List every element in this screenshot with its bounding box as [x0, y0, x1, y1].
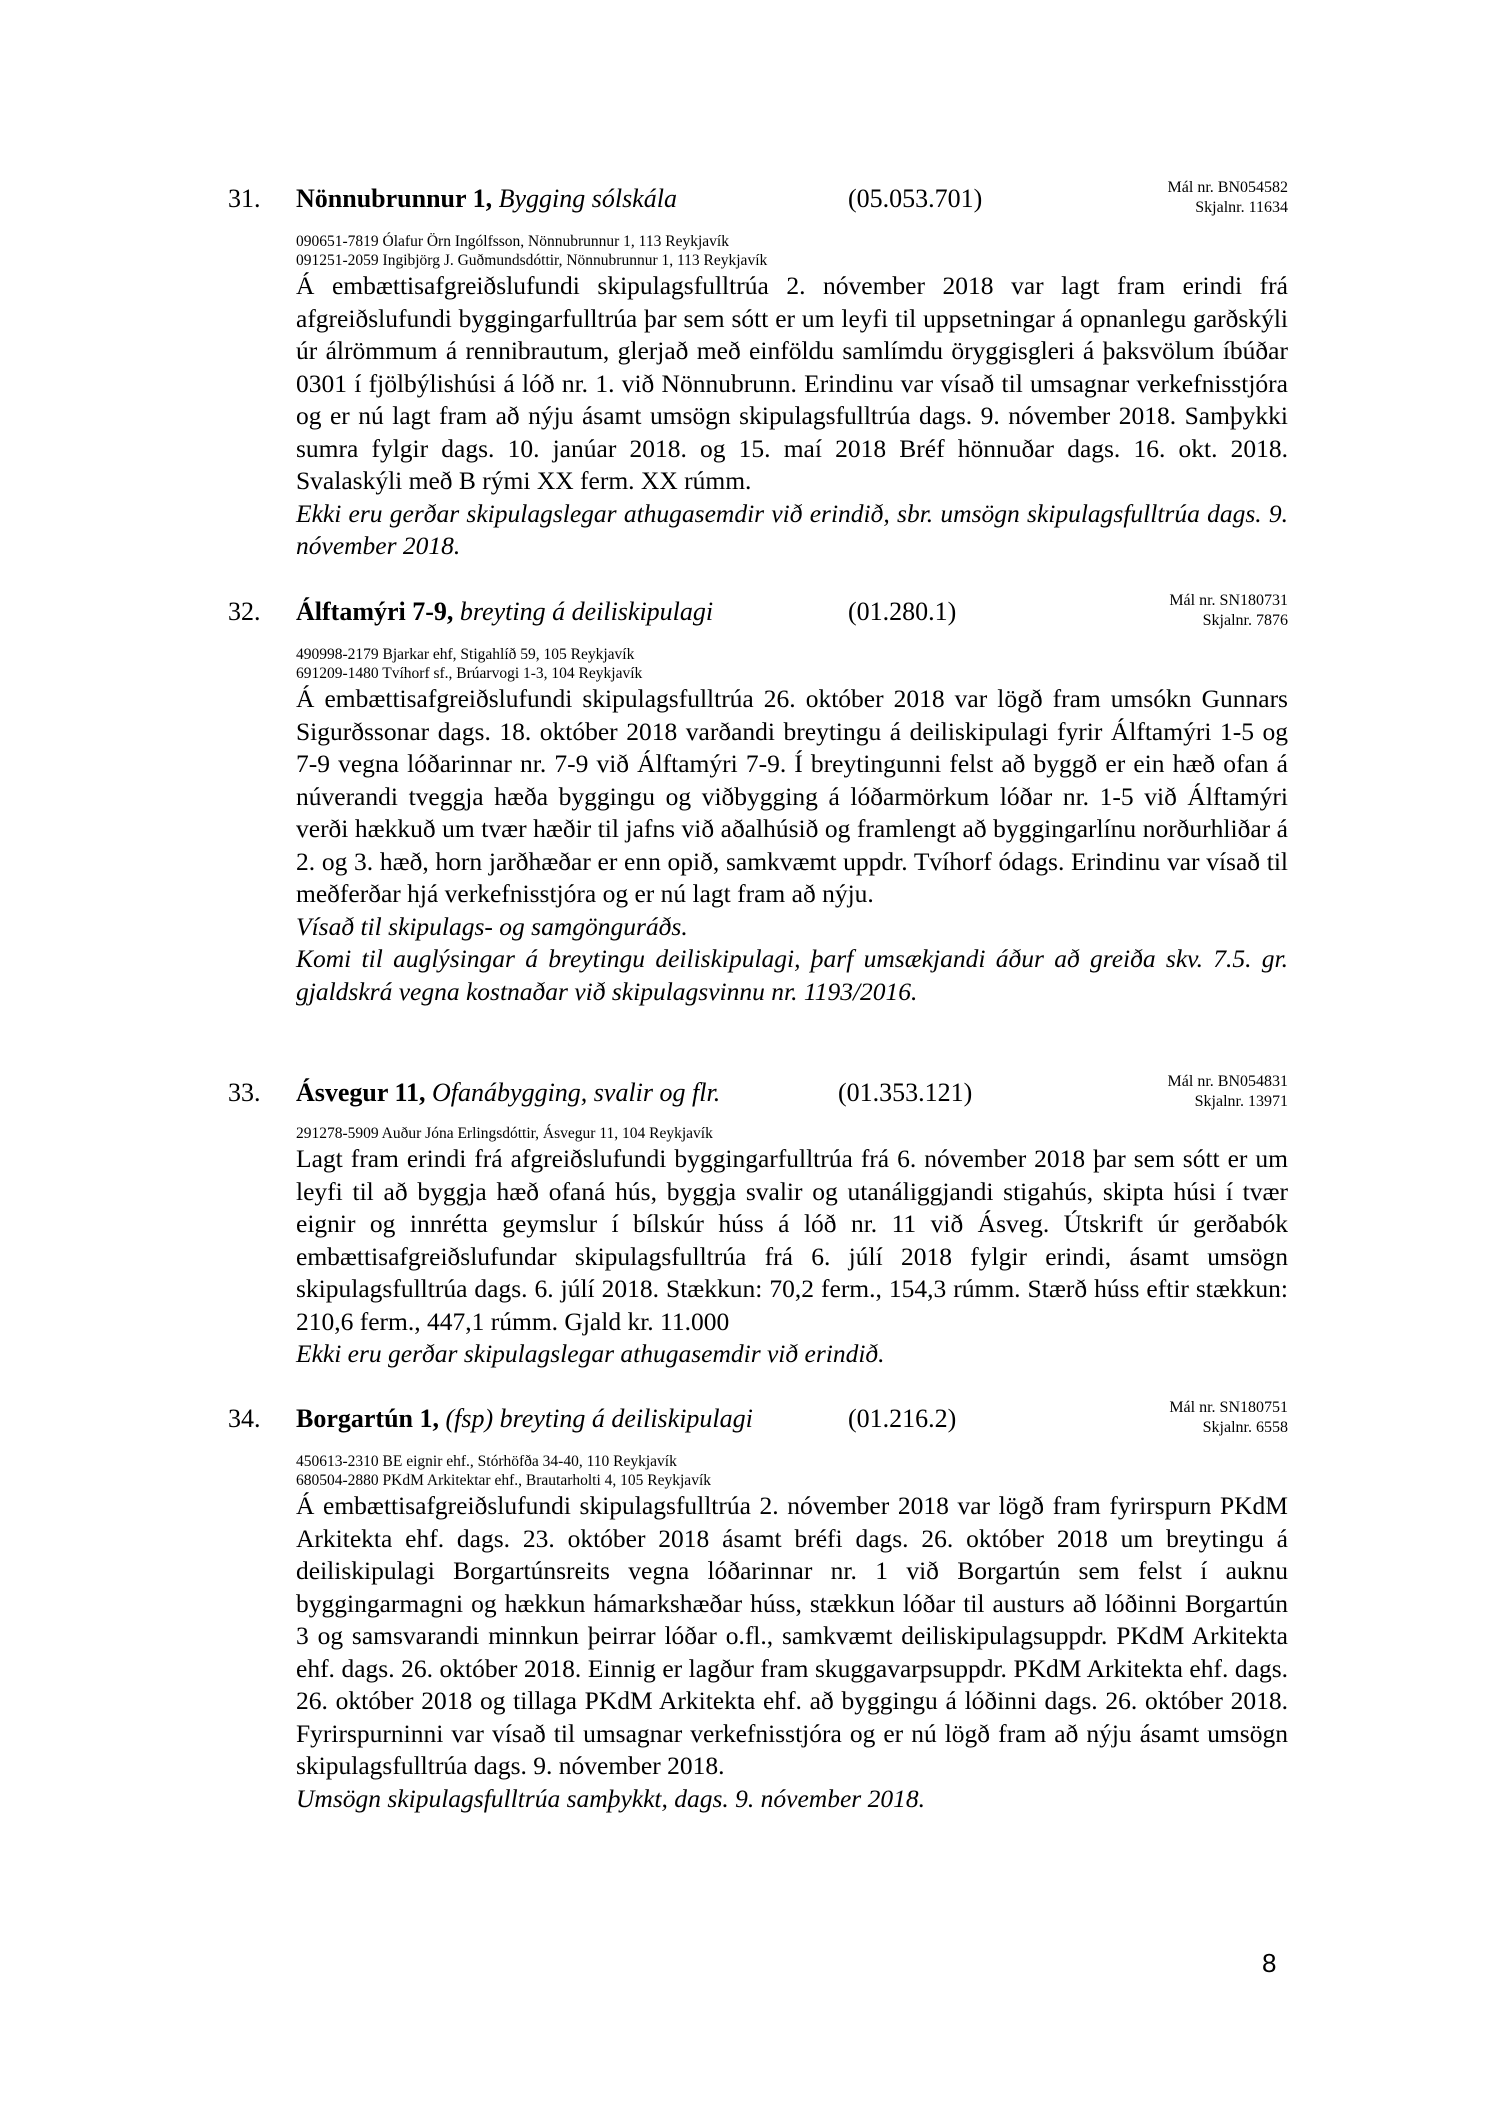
item-subject: breyting á deiliskipulagi — [459, 597, 714, 626]
item-parties — [296, 1124, 1288, 1143]
party-line: 450613-2310 BE eignir ehf., Stórhöfða 34-40, 110 Reykjavík — [296, 1453, 677, 1470]
item-number: 32. — [228, 597, 261, 626]
resolution-line: Vísað til skipulags- og samgönguráðs. — [296, 911, 688, 941]
item-body-text: Á embættisafgreiðslufundi skipulagsfulltrúa 2. nóvember 2018 var lögð fram fyrirspurn PKdM Arkitekta ehf. dags. 23. október 2018 ásamt bréfi dags. 26. október 2018 um breytingu á deiliskipulagi Borgartúnsreits vegna lóðarinnar nr. 1 við Borgartún sem felst í auknu byggingarmagni og hækkun hámarkshæðar húss, stækkun lóðar til austurs að lóðinni Borgartún 3 og samsvarandi minnkun þeirrar lóðar o.fl., samkvæmt deiliskipulagsuppdr. PKdM Arkitekta ehf. dags. 26. október 2018. Einnig er lagður fram skuggavarpsuppdr. PKdM Arkitekta ehf. dags. 26. október 2018 og tillaga PKdM Arkitekta ehf. að byggingu á lóðinni dags. 26. október 2018. Fyrirspurninni var vísað til umsagnar verkefnisstjóra og er nú lögð fram að nýju ásamt umsögn skipulagsfulltrúa dags. 9. nóvember 2018. — [296, 1491, 1288, 1780]
agenda-item-33 — [228, 1073, 1288, 1371]
case-number: Mál nr. BN054831 — [1167, 1073, 1288, 1090]
resolution-line: Komi til auglýsingar á breytingu deiliskipulagi, þarf umsækjandi áður að greiða skv. 7.5. gr. gjaldskrá vegna kostnaðar við skipulagsvinnu nr. 1193/2016. — [296, 944, 1288, 1006]
agenda-item-34 — [228, 1399, 1288, 1815]
item-references — [1169, 591, 1288, 631]
item-references — [1168, 1072, 1288, 1112]
item-title — [296, 182, 677, 216]
item-title — [296, 1076, 720, 1110]
resolution-line: Ekki eru gerðar skipulagslegar athugasemdir við erindið. — [296, 1339, 885, 1368]
case-number: Mál nr. SN180751 — [1169, 1399, 1288, 1416]
item-number: 34. — [228, 1404, 261, 1433]
item-body-text: Lagt fram erindi frá afgreiðslufundi byggingarfulltrúa frá 6. nóvember 2018 þar sem sótt er um leyfi til að byggja hæð ofaná hús, byggja svalir og utanáliggjandi stigahús, skipta húsi í tvær eignir og innrétta geymslur í bílskúr húss á lóð nr. 11 við Ásveg. Útskrift úr gerðabók embættisafgreiðslufundar skipulagsfulltrúa frá 6. júlí 2018 fylgir erindi, ásamt umsögn skipulagsfulltrúa dags. 6. júlí 2018. Stækkun: 70,2 ferm., 154,3 rúmm. Stærð húss eftir stækkun: 210,6 ferm., 447,1 rúmm. Gjald kr. 11.000 — [296, 1144, 1288, 1336]
item-body-text: Á embættisafgreiðslufundi skipulagsfulltrúa 26. október 2018 var lögð fram umsókn Gunnars Sigurðssonar dags. 18. október 2018 varðandi breytingu á deiliskipulagi fyrir Álftamýri 1-5 og 7-9 vegna lóðarinnar nr. 7-9 við Álftamýri 7-9. Í breytingunni felst að byggð er ein hæð ofan á núverandi tveggja hæða byggingu og viðbygging á lóðarmörkum lóðar nr. 1-5 við Álftamýri verði hækkuð um tvær hæðir til jafns við aðalhúsið og framlengt að byggingarlínu norðurhliðar á 2. og 3. hæð, horn jarðhæðar er enn opið, samkvæmt uppdr. Tvíhorf ódags. Erindinu var vísað til meðferðar hjá verkefnisstjóra og er nú lagt fram að nýju. — [296, 684, 1288, 908]
item-subject: Bygging sólskála — [498, 184, 677, 213]
item-body — [296, 1143, 1288, 1338]
item-header — [228, 592, 1288, 645]
item-number: 33. — [228, 1078, 261, 1107]
party-line: 090651-7819 Ólafur Örn Ingólfsson, Nönnubrunnur 1, 113 Reykjavík — [296, 233, 729, 250]
resolution-line: Umsögn skipulagsfulltrúa samþykkt, dags. 9. nóvember 2018. — [296, 1783, 925, 1813]
party-line: 091251-2059 Ingibjörg J. Guðmundsdóttir, Nönnubrunnur 1, 113 Reykjavík — [296, 252, 768, 269]
agenda-item-32 — [228, 592, 1288, 1008]
item-header — [228, 179, 1288, 232]
item-address: Álftamýri 7-9, — [296, 597, 454, 626]
item-body-text: Á embættisafgreiðslufundi skipulagsfulltrúa 2. nóvember 2018 var lagt fram erindi frá afgreiðslufundi byggingarfulltrúa þar sem sótt er um leyfi til uppsetningar á opnanlegu garðskýli úr álrömmum á rennibrautum, glerjað með einföldu samlímdu öryggisgleri á þaksvölum íbúðar 0301 í fjölbýlishúsi á lóð nr. 1. við Nönnubrunn. Erindinu var vísað til umsagnar verkefnisstjóra og er nú lagt fram að nýju ásamt umsögn skipulagsfulltrúa dags. 9. nóvember 2018. Samþykki sumra fylgir dags. 10. janúar 2018. og 15. maí 2018 Bréf hönnuðar dags. 16. okt. 2018. Svalaskýli með B rými XX ferm. XX rúmm. — [296, 271, 1288, 495]
item-parties — [296, 645, 1288, 683]
document-number: Skjalnr. 11634 — [1195, 199, 1288, 216]
item-land-number: (01.280.1) — [848, 597, 957, 626]
agenda-item-31 — [228, 179, 1288, 563]
item-references — [1169, 1398, 1288, 1438]
item-land-number: (01.353.121) — [838, 1078, 973, 1107]
item-address: Ásvegur 11, — [296, 1078, 426, 1107]
item-parties — [296, 232, 1288, 270]
case-number: Mál nr. BN054582 — [1167, 179, 1288, 196]
item-address: Borgartún 1, — [296, 1404, 439, 1433]
page-number: 8 — [1262, 1948, 1277, 1978]
item-resolution — [296, 498, 1288, 563]
item-references — [1168, 178, 1288, 218]
party-line: 680504-2880 PKdM Arkitektar ehf., Brautarholti 4, 105 Reykjavík — [296, 1472, 711, 1489]
item-number: 31. — [228, 184, 261, 213]
item-title — [296, 595, 713, 629]
item-resolution — [296, 911, 1288, 1009]
item-title — [296, 1402, 753, 1436]
case-number: Mál nr. SN180731 — [1169, 592, 1288, 609]
item-body — [296, 1490, 1288, 1783]
resolution-line: Ekki eru gerðar skipulagslegar athugasemdir við erindið, sbr. umsögn skipulagsfulltrúa dags. 9. nóvember 2018. — [296, 498, 1288, 560]
item-land-number: (05.053.701) — [848, 184, 983, 213]
item-body — [296, 683, 1288, 911]
item-address: Nönnubrunnur 1, — [296, 184, 493, 213]
document-number: Skjalnr. 13971 — [1194, 1093, 1288, 1110]
item-parties — [296, 1452, 1288, 1490]
item-subject: (fsp) breyting á deiliskipulagi — [445, 1404, 753, 1433]
item-header — [228, 1073, 1288, 1124]
item-land-number: (01.216.2) — [848, 1404, 957, 1433]
party-line: 691209-1480 Tvíhorf sf., Brúarvogi 1-3, 104 Reykjavík — [296, 665, 643, 682]
item-body — [296, 270, 1288, 498]
item-subject: Ofanábygging, svalir og flr. — [432, 1078, 721, 1107]
item-header — [228, 1399, 1288, 1452]
document-number: Skjalnr. 6558 — [1202, 1419, 1288, 1436]
item-resolution — [296, 1783, 1288, 1816]
party-line: 490998-2179 Bjarkar ehf, Stigahlíð 59, 105 Reykjavík — [296, 646, 635, 663]
item-resolution — [296, 1338, 1288, 1371]
party-line: 291278-5909 Auður Jóna Erlingsdóttir, Ásvegur 11, 104 Reykjavík — [296, 1125, 713, 1142]
document-number: Skjalnr. 7876 — [1202, 612, 1288, 629]
